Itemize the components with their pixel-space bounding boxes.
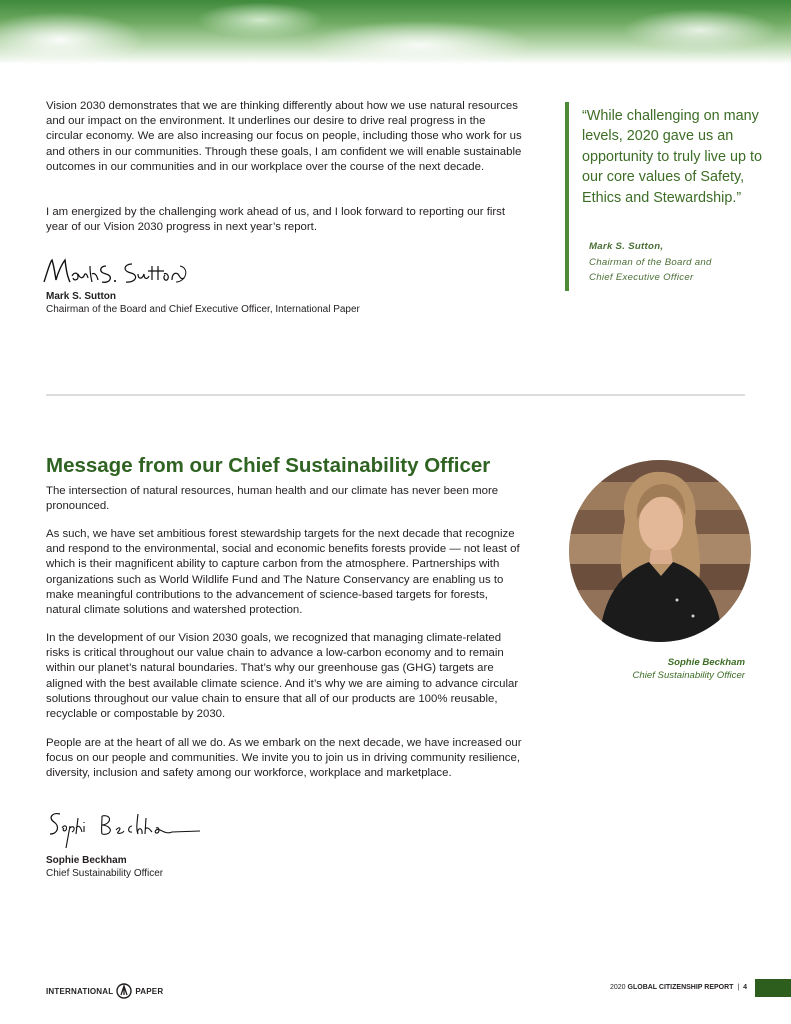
cso-paragraph-3: In the development of our Vision 2030 goals, we recognized that managing climate-related risks is critical throughout our value chain to advance a low-carbon economy and to remain within our planet’s natural boundaries. That’s why our greenhouse gas (GHG) targets are aligned with the best available climate science. And it’s why we are aiming to advance circular solutions throughout our value chain to ensure that all of our products are 100% reusable, recyclable or compostable by 2030. (46, 632, 519, 721)
pull-quote-title-line1: Chairman of the Board and (589, 257, 712, 268)
photo-caption-title: Chief Sustainability Officer (632, 670, 745, 681)
pull-quote-name: Mark S. Sutton, (589, 241, 664, 252)
logo-text-left: INTERNATIONAL (46, 986, 114, 996)
report-year: 2020 (610, 984, 626, 991)
footer-accent-bar (755, 979, 791, 997)
logo-text-right: PAPER (135, 986, 164, 996)
letter-paragraph-1: Vision 2030 demonstrates that we are thinking differently about how we use natural resources and our impact on the environment. It underlines our desire to drive real progress in the circular economy. We are also increasing our focus on people, including those who work for us and others in our communities. Through these goals, I am confident we will enable sustainable outcomes in our communities and in our workplace over the course of the next decade. (46, 100, 522, 173)
pull-quote-title-line2: Chief Executive Officer (589, 272, 694, 283)
section-divider (46, 394, 745, 396)
cso-signer-name: Sophie Beckham (46, 855, 127, 866)
quote-accent-bar (565, 102, 569, 291)
letter-paragraph-2: I am energized by the challenging work ahead of us, and I look forward to reporting our first year of our Vision 2030 progress in next year’s report. (46, 206, 506, 234)
cso-paragraph-2: As such, we have set ambitious forest stewardship targets for the next decade that recognize and respond to the environmental, social and economic benefits forests provide — not least of which is their magnificent ability to capture carbon from the atmosphere. Partnerships with organizations such as World Wildlife Fund and The Nature Conservancy are enabling us to make meaningful contributions to the advancement of science-based targets for forests, natural climate solutions and watershed protection. (46, 528, 520, 617)
pull-quote-text: “While challenging on many levels, 2020 gave us an opportunity to truly live up to our core values of Safety, Ethics and Stewardship.” (582, 108, 762, 206)
page-number: 4 (743, 984, 747, 991)
cso-heading: Message from our Chief Sustainability Officer (46, 454, 491, 477)
letter-signer-title: Chairman of the Board and Chief Executive Officer, International Paper (46, 304, 360, 315)
footer-separator: | (737, 984, 740, 991)
letter-signer-name: Mark S. Sutton (46, 291, 117, 302)
report-footer-label (610, 984, 747, 991)
logo-mark-icon (116, 983, 132, 999)
header-banner-image (0, 0, 791, 64)
cso-paragraph-4: People are at the heart of all we do. As we embark on the next decade, we have increased our focus on our people and communities. We invite you to join us in driving community resilience, diversity, inclusion and safety among our workforce, workplace and marketplace. (46, 737, 522, 780)
photo-caption-name: Sophie Beckham (667, 657, 745, 668)
cso-paragraph-1: The intersection of natural resources, human health and our climate has never been more pronounced. (46, 485, 499, 513)
signature-sophie-beckham (44, 804, 204, 850)
cso-signer-title: Chief Sustainability Officer (46, 868, 164, 879)
international-paper-logo (46, 983, 163, 999)
report-title: GLOBAL CITIZENSHIP REPORT (627, 984, 734, 991)
signature-mark-sutton (40, 252, 190, 288)
cso-portrait-photo (569, 460, 751, 642)
